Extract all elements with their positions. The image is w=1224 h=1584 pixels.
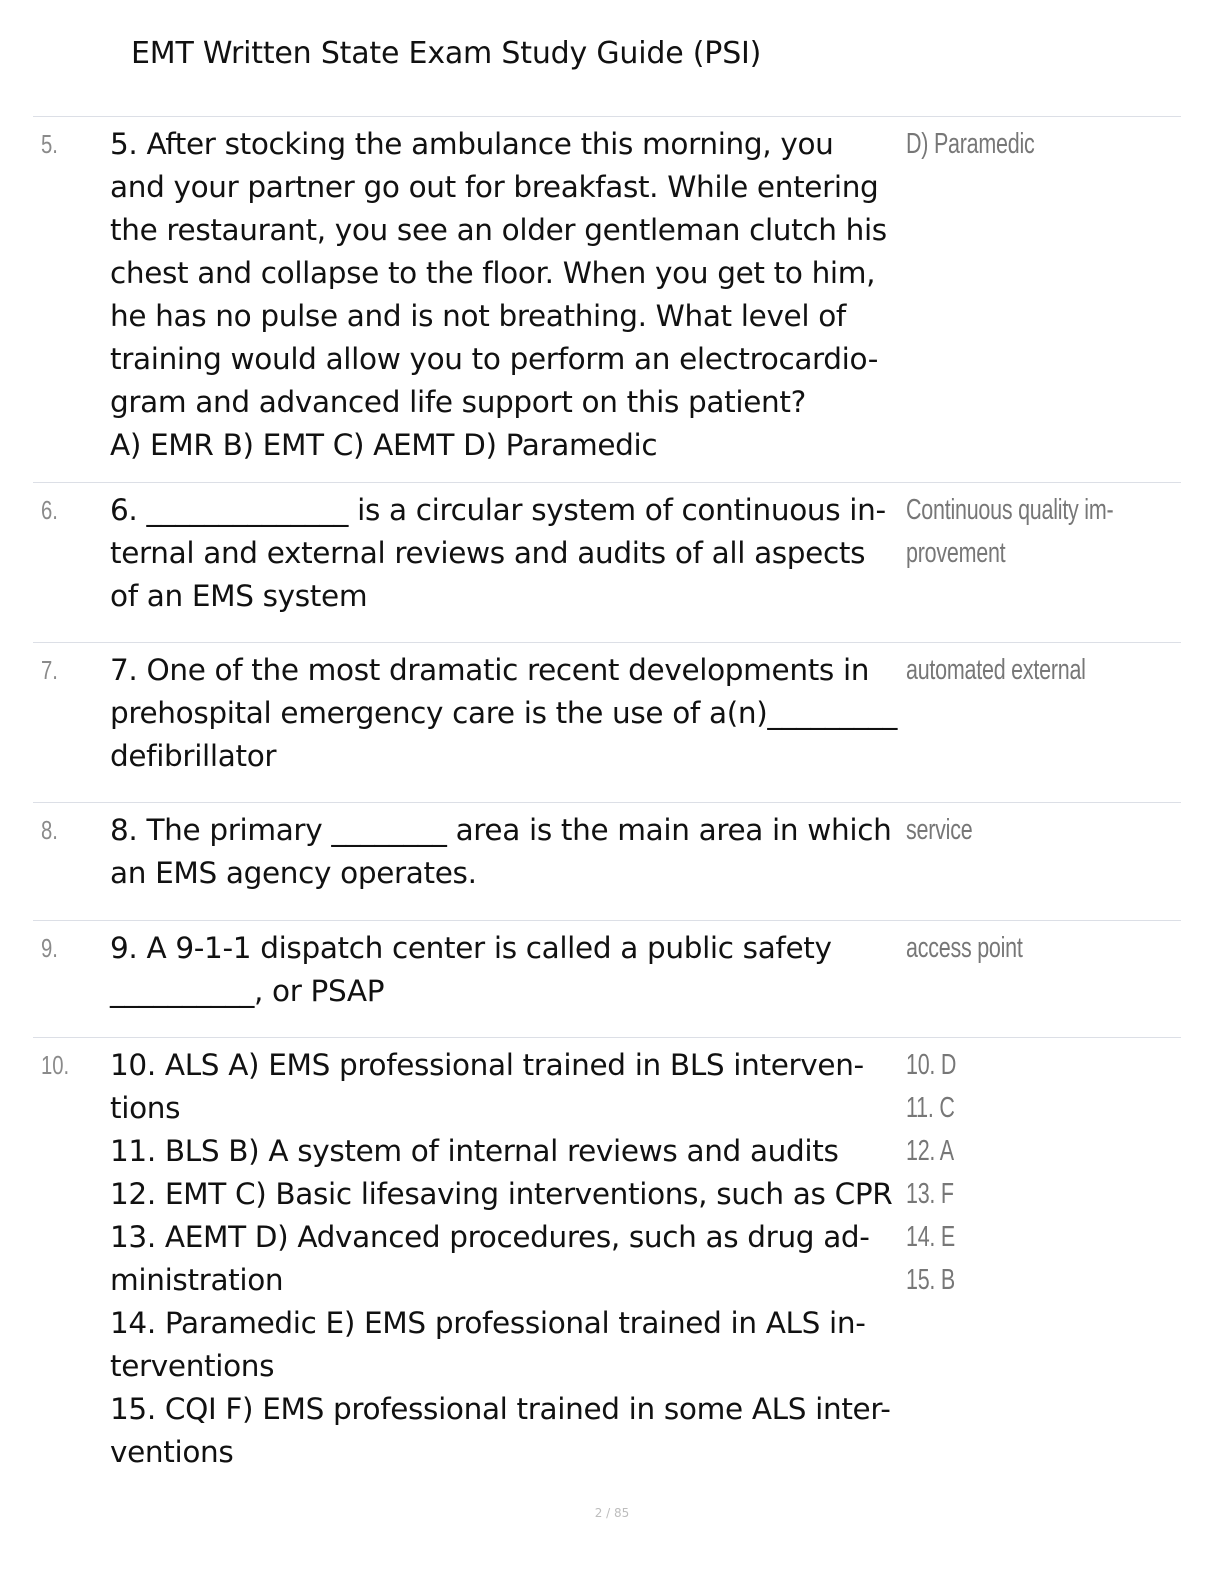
question-text (110, 927, 900, 1013)
question-line: of an EMS system (110, 579, 368, 613)
answer-text (906, 1044, 1128, 1302)
question-line: gram and advanced life support on this patient? (110, 385, 806, 419)
question-line: 9. A 9-1-1 dispatch center is called a public safety (110, 931, 832, 965)
answer-line: 12. A (906, 1135, 954, 1167)
question-line: tions (110, 1091, 181, 1125)
question-line: 14. Paramedic E) EMS professional trained in ALS in- (110, 1306, 866, 1340)
question-line: ternal and external reviews and audits of all aspects (110, 536, 866, 570)
answer-line: 11. C (906, 1092, 955, 1124)
question-line: 8. The primary ________ area is the main area in which (110, 813, 892, 847)
question-line: 5. After stocking the ambulance this morning, you (110, 127, 834, 161)
question-line: and your partner go out for breakfast. While entering (110, 170, 879, 204)
question-text (110, 1044, 900, 1474)
question-line: an EMS agency operates. (110, 856, 477, 890)
card-number: 6. (41, 495, 58, 525)
question-line: terventions (110, 1349, 275, 1383)
answer-line: automated external (906, 654, 1086, 686)
answer-line: Continuous quality im- (906, 494, 1114, 526)
document-title: EMT Written State Exam Study Guide (PSI) (131, 36, 762, 71)
question-line: the restaurant, you see an older gentleman clutch his (110, 213, 887, 247)
question-line: chest and collapse to the floor. When you get to him, (110, 256, 876, 290)
answer-text (906, 927, 1128, 970)
question-line: 13. AEMT D) Advanced procedures, such as drug ad- (110, 1220, 870, 1254)
flashcard-row (33, 802, 1181, 920)
answer-line: 13. F (906, 1178, 954, 1210)
flashcard-row (33, 920, 1181, 1037)
flashcard-row (33, 482, 1181, 642)
answer-line: 10. D (906, 1049, 957, 1081)
question-line: __________, or PSAP (110, 974, 385, 1008)
question-text (110, 123, 900, 467)
question-text (110, 489, 900, 618)
question-line: prehospital emergency care is the use of a(n)_________ (110, 696, 897, 730)
card-number: 7. (41, 655, 58, 685)
question-line: 6. ______________ is a circular system of continuous in- (110, 493, 886, 527)
question-line: 10. ALS A) EMS professional trained in BLS interven- (110, 1048, 864, 1082)
answer-line: service (906, 814, 973, 846)
answer-line: D) Paramedic (906, 128, 1035, 160)
question-line: 7. One of the most dramatic recent developments in (110, 653, 870, 687)
answer-line: provement (906, 537, 1006, 569)
flashcard-row (33, 642, 1181, 802)
question-line: he has no pulse and is not breathing. What level of (110, 299, 846, 333)
card-number: 8. (41, 815, 58, 845)
flashcard-row (33, 116, 1181, 482)
question-text (110, 809, 900, 895)
question-text (110, 649, 900, 778)
answer-line: access point (906, 932, 1023, 964)
card-number: 9. (41, 933, 58, 963)
question-line: ventions (110, 1435, 234, 1469)
question-line: 11. BLS B) A system of internal reviews and audits (110, 1134, 839, 1168)
answer-text (906, 489, 1128, 575)
answer-text (906, 123, 1128, 166)
question-line: defibrillator (110, 739, 277, 773)
answer-line: 14. E (906, 1221, 956, 1253)
card-number: 10. (41, 1050, 70, 1080)
answer-text (906, 809, 1128, 852)
flashcard-row (33, 1037, 1181, 1507)
card-number: 5. (41, 129, 58, 159)
question-line: ministration (110, 1263, 284, 1297)
flashcard-list (33, 116, 1181, 1507)
answer-line: 15. B (906, 1264, 956, 1296)
question-line: 12. EMT C) Basic lifesaving interventions, such as CPR (110, 1177, 893, 1211)
question-line: training would allow you to perform an electrocardio- (110, 342, 879, 376)
question-line: A) EMR B) EMT C) AEMT D) Paramedic (110, 428, 658, 462)
answer-text (906, 649, 1128, 692)
page-indicator: 2 / 85 (594, 1506, 630, 1520)
question-line: 15. CQI F) EMS professional trained in some ALS inter- (110, 1392, 891, 1426)
